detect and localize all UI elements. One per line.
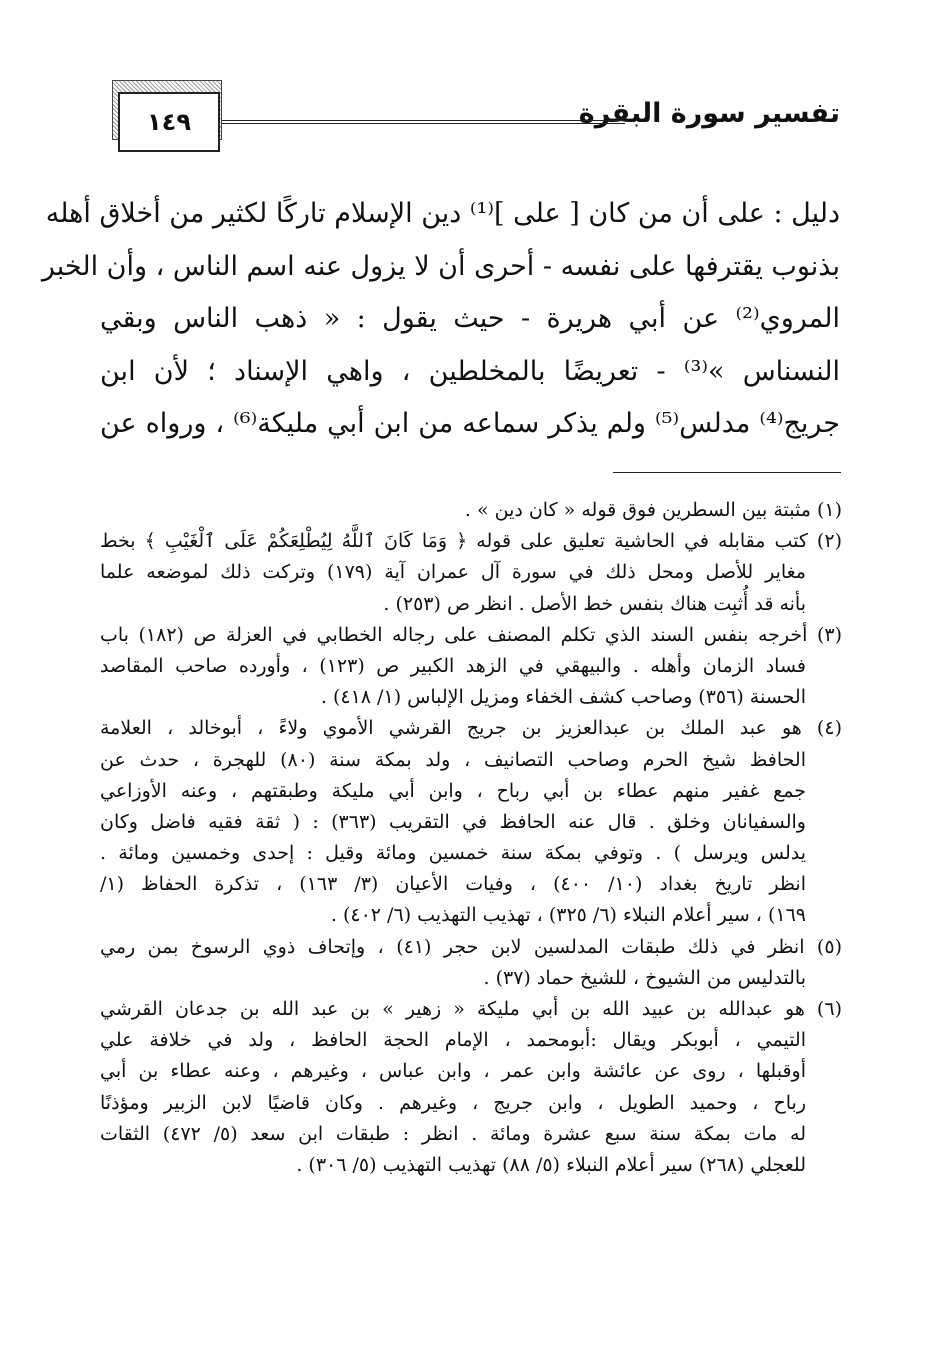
page-header xyxy=(100,80,840,150)
footnote-6 xyxy=(100,994,842,1181)
footnote-line: بالتدليس من الشيوخ ، للشيخ حماد (٣٧) . xyxy=(483,966,806,989)
footnote-line: للعجلي (٢٦٨) سير أعلام النبلاء (٥/ ٨٨) تهذيب التهذيب (٥/ ٣٠٦) . xyxy=(296,1153,806,1176)
footnote-line: رباح ، وحميد الطويل ، وابن جريج ، وغيرهم . وكان قاضيًا لابن الزبير ومؤذنًا xyxy=(100,1091,806,1114)
footnote-line: يدلس ويرسل ) . وتوفي بمكة سنة خمسين ومائة وقيل : إحدى وخمسين ومائة . xyxy=(100,842,806,865)
footnote-2 xyxy=(100,526,842,620)
running-title: تفسير سورة البقرة xyxy=(578,98,840,129)
footnote-line: (٤) هو عبد الملك بن عبدالعزيز بن جريج القرشي الأموي ولاءً ، أبوخالد ، العلامة xyxy=(100,717,842,740)
footnote-line: له مات بمكة سنة سبع عشرة ومائة . انظر : طبقات ابن سعد (٥/ ٤٧٢) الثقات xyxy=(100,1122,806,1145)
footnote-1 xyxy=(100,495,842,526)
main-text-line: جريج⁽⁴⁾ مدلس⁽⁵⁾ ولم يذكر سماعه من ابن أبي مليكة⁽⁶⁾ ، ورواه عن xyxy=(100,408,840,439)
footnote-line: (٥) انظر في ذلك طبقات المدلسين لابن حجر (٤١) ، وإتحاف ذوي الرسوخ بمن رمي xyxy=(100,935,842,958)
footnote-line: (٦) هو عبدالله بن عبيد الله بن أبي مليكة « زهير » بن عبد الله بن جدعان القرشي xyxy=(100,998,842,1020)
main-text-line: المروي⁽²⁾ عن أبي هريرة - حيث يقول : « ذهب الناس وبقي xyxy=(100,303,840,334)
header-rule xyxy=(218,120,625,124)
footnote-line: (١) مثبتة بين السطرين فوق قوله « كان دين » . xyxy=(464,499,842,521)
main-text xyxy=(41,188,841,451)
footnote-line: (٢) كتب مقابله في الحاشية تعليق على قوله ﴿ وَمَا كَانَ ٱللَّهُ لِيُطْلِعَكُمْ عَلَى ٱلْغَيْبِ ﴾ بخط xyxy=(100,530,842,553)
footnote-line: ١٦٩) ، سير أعلام النبلاء (٦/ ٣٢٥) ، تهذيب التهذيب (٦/ ٤٠٢) . xyxy=(330,904,806,927)
footnote-line: فساد الزمان وأهله . والبيهقي في الزهد الكبير ص (١٢٣) ، وأورده صاحب المقاصد xyxy=(100,654,806,677)
footnote-line: (٣) أخرجه بنفس السند الذي تكلم المصنف على رجاله الخطابي في العزلة ص (١٨٢) باب xyxy=(100,623,842,646)
footnotes xyxy=(100,495,842,1181)
footnote-line: الحافظ شيخ الحرم وصاحب التصانيف ، ولد بمكة سنة (٨٠) للهجرة ، حدث عن xyxy=(100,748,806,771)
main-text-line: بذنوب يقترفها على نفسه - أحرى أن لا يزول عنه اسم الناس ، وأن الخبر xyxy=(41,250,840,282)
footnote-line: انظر تاريخ بغداد (١٠/ ٤٠٠) ، وفيات الأعيان (٣/ ١٦٣) ، تذكرة الحفاظ (١/ xyxy=(100,873,806,896)
footnote-3 xyxy=(100,620,842,714)
footnote-line: والسفيانان وخلق . قال عنه الحافظ في التقريب (٣٦٣) : ( ثقة فقيه فاضل وكان xyxy=(100,810,806,833)
page-number: ١٤٩ xyxy=(147,108,191,136)
page-number-frame xyxy=(118,92,220,152)
footnote-line: التيمي ، أبوبكر ويقال :أبومحمد ، الإمام الحجة الحافظ ، ولد في خلافة علي xyxy=(100,1029,806,1052)
footnote-line: أوقبلها ، روى عن عائشة وابن عمر ، وابن عباس ، وغيرهم ، وعنه عطاء بن أبي xyxy=(100,1060,806,1083)
footnote-5 xyxy=(100,932,842,994)
main-text-line: النسناس »⁽³⁾ - تعريضًا بالمخلطين ، واهي الإسناد ؛ لأن ابن xyxy=(100,355,841,387)
footnote-line: بأنه قد أُثبِت هناك بنفس خط الأصل . انظر ص (٢٥٣) . xyxy=(383,592,806,615)
footnote-line: الحسنة (٣٥٦) وصاحب كشف الخفاء ومزيل الإلباس (١/ ٤١٨) . xyxy=(320,686,806,709)
footnote-line: مغاير للأصل ومحل ذلك في سورة آل عمران آية (١٧٩) وتركت ذلك لموضعه علما xyxy=(100,561,806,584)
footnote-4 xyxy=(100,713,842,931)
footnote-line: جمع غفير منهم عطاء بن أبي رباح ، وابن أبي مليكة وطبقتهم ، وعنه الأوزاعي xyxy=(100,779,806,802)
main-text-line: دليل : على أن من كان [ على ]⁽¹⁾ دين الإسلام تاركًا لكثير من أخلاق أهله xyxy=(45,198,840,229)
footnote-separator xyxy=(613,472,841,473)
